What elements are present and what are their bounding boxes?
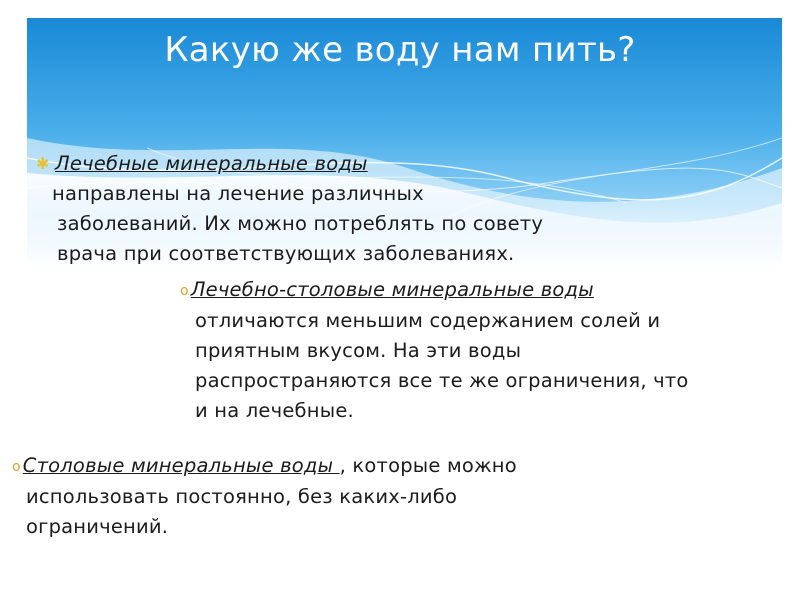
circle-bullet-icon: o: [12, 459, 21, 475]
bullet-table-waters: [12, 451, 517, 542]
bullet-line: ограничений.: [26, 515, 169, 538]
bullet-medicinal-waters: [52, 149, 544, 269]
term-medicinal-table-waters: Лечебно-столовые минеральные воды: [190, 278, 594, 301]
bullet-line: использовать постоянно, без каких-либо: [26, 485, 458, 508]
bullet-medicinal-table-waters: [180, 275, 689, 426]
bullet-line-rest: , которые можно: [339, 454, 517, 477]
term-medicinal-waters: Лечебные минеральные воды: [55, 152, 368, 175]
term-table-waters: Столовые минеральные воды: [22, 454, 340, 477]
bullet-line: заболеваний. Их можно потреблять по совету: [57, 212, 544, 235]
bullet-line: направлены на лечение различных: [52, 182, 424, 205]
bullet-line: врача при соответствующих заболеваниях.: [57, 242, 515, 265]
bullet-line: приятным вкусом. На эти воды: [195, 339, 522, 362]
bullet-line: и на лечебные.: [195, 399, 354, 422]
slide-title: Какую же воду нам пить?: [164, 30, 636, 70]
star-bullet-icon: ✱: [36, 154, 50, 173]
circle-bullet-icon: o: [180, 283, 189, 299]
bullet-line: распространяются все те же ограничения, что: [195, 369, 689, 392]
bullet-line: отличаются меньшим содержанием солей и: [195, 309, 661, 332]
